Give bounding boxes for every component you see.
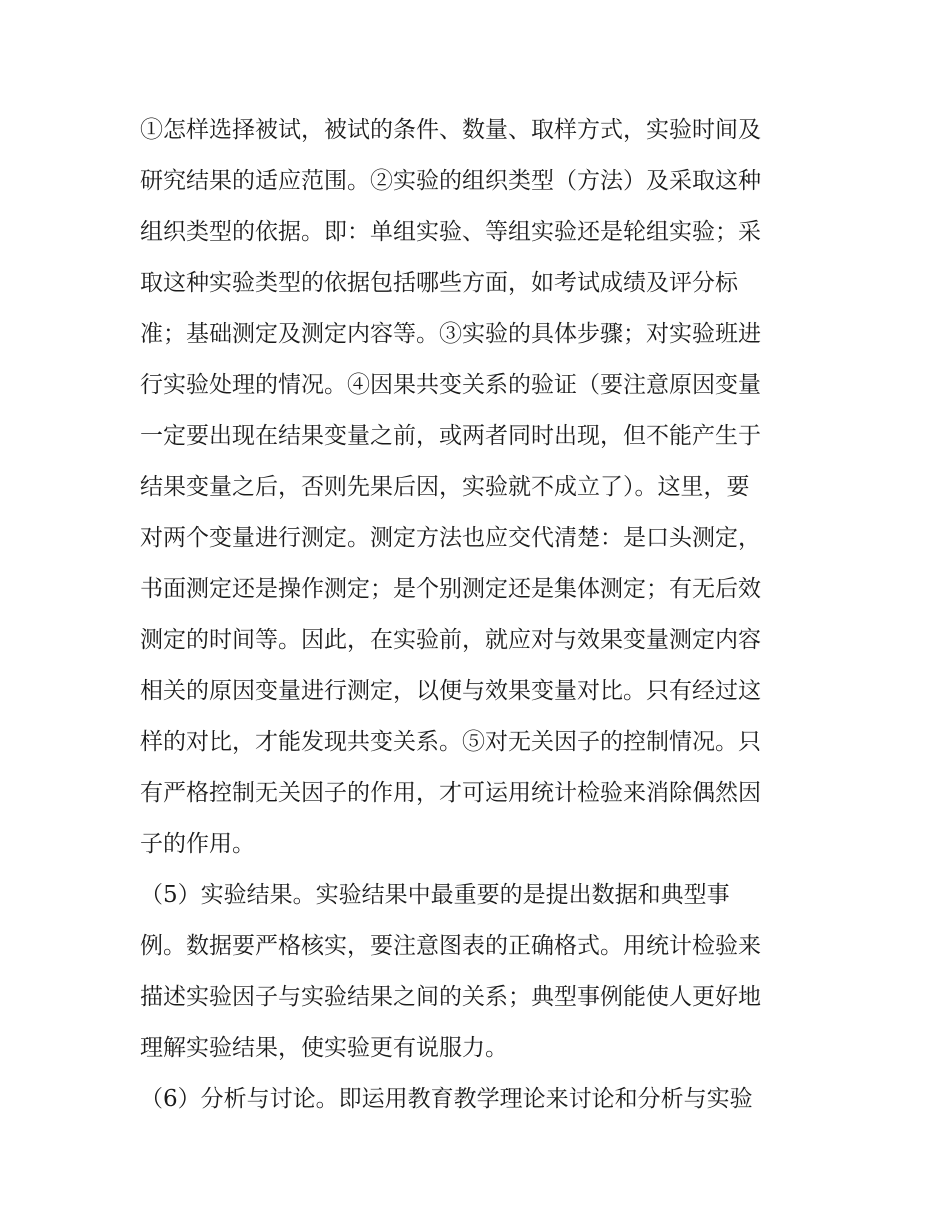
text-line: 书面测定还是操作测定；是个别测定还是集体测定；有无后效	[140, 576, 761, 602]
text-line: ①怎样选择被试，被试的条件、数量、取样方式，实验时间及	[140, 117, 761, 143]
text-line: 测定的时间等。因此，在实验前，就应对与效果变量测定内容	[140, 627, 761, 653]
text-line: 组织类型的依据。即：单组实验、等组实验还是轮组实验；采	[140, 219, 761, 245]
text-line: 相关的原因变量进行测定，以便与效果变量对比。只有经过这	[140, 678, 761, 704]
text-line: 对两个变量进行测定。测定方法也应交代清楚：是口头测定，	[140, 525, 761, 551]
text-line: 研究结果的适应范围。②实验的组织类型（方法）及采取这种	[140, 168, 761, 194]
text-line: 描述实验因子与实验结果之间的关系；典型事例能使人更好地	[140, 984, 761, 1010]
text-line: 子的作用。	[140, 831, 255, 857]
text-line: 取这种实验类型的依据包括哪些方面，如考试成绩及评分标	[140, 270, 738, 296]
text-line: 理解实验结果，使实验更有说服力。	[140, 1035, 508, 1061]
text-line: 行实验处理的情况。④因果共变关系的验证（要注意原因变量	[140, 372, 761, 398]
text-line: 一定要出现在结果变量之前，或两者同时出现，但不能产生于	[140, 423, 761, 449]
body-text	[140, 110, 820, 1130]
text-line: 有严格控制无关因子的作用，才可运用统计检验来消除偶然因	[140, 780, 761, 806]
text-line: （5）实验结果。实验结果中最重要的是提出数据和典型事	[140, 882, 730, 908]
text-line: 例。数据要严格核实，要注意图表的正确格式。用统计检验来	[140, 933, 761, 959]
text-line: （6）分析与讨论。即运用教育教学理论来讨论和分析与实验	[140, 1086, 753, 1112]
text-line: 准；基础测定及测定内容等。③实验的具体步骤；对实验班进	[140, 321, 761, 347]
text-line: 结果变量之后，否则先果后因，实验就不成立了）。这里，要	[140, 474, 750, 500]
text-line: 样的对比，才能发现共变关系。⑤对无关因子的控制情况。只	[140, 729, 761, 755]
